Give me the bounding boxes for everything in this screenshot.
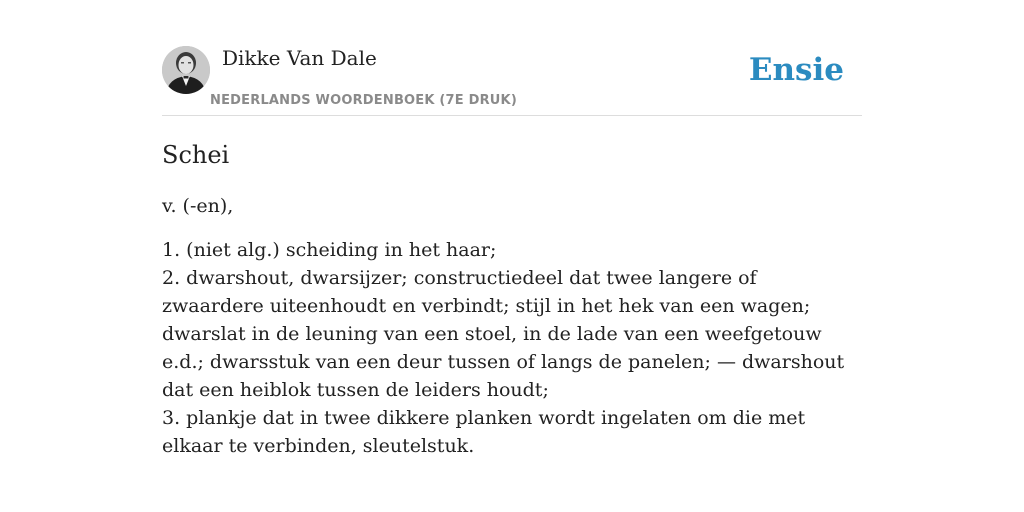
entry-grammar: v. (-en), (162, 195, 234, 217)
sense-item: 1. (niet alg.) scheiding in het haar; (162, 239, 497, 261)
sense-item: 2. dwarshout, dwarsijzer; constructiedeel dat twee langere of zwaardere uiteenhoudt en verbindt; stijl in het hek van een wagen; dwarslat in de leuning van een stoel, in de lade van een weefgetouw e.d.; dwarsstuk van een deur tussen of langs de panelen; — dwarshout dat een heiblok tussen de leiders houdt; (162, 267, 845, 401)
page-header (162, 0, 862, 116)
brand-logo[interactable]: Ensie (748, 52, 844, 88)
author-name[interactable]: Dikke Van Dale (222, 46, 377, 70)
entry-definitions (162, 236, 862, 460)
source-label[interactable]: NEDERLANDS WOORDENBOEK (7E DRUK) (210, 93, 517, 108)
sense-item: 3. plankje dat in twee dikkere planken wordt ingelaten om die met elkaar te verbinden, sleutelstuk. (162, 407, 806, 457)
portrait-icon[interactable] (162, 46, 210, 94)
page-container (162, 0, 862, 460)
entry-title: Schei (162, 141, 230, 169)
